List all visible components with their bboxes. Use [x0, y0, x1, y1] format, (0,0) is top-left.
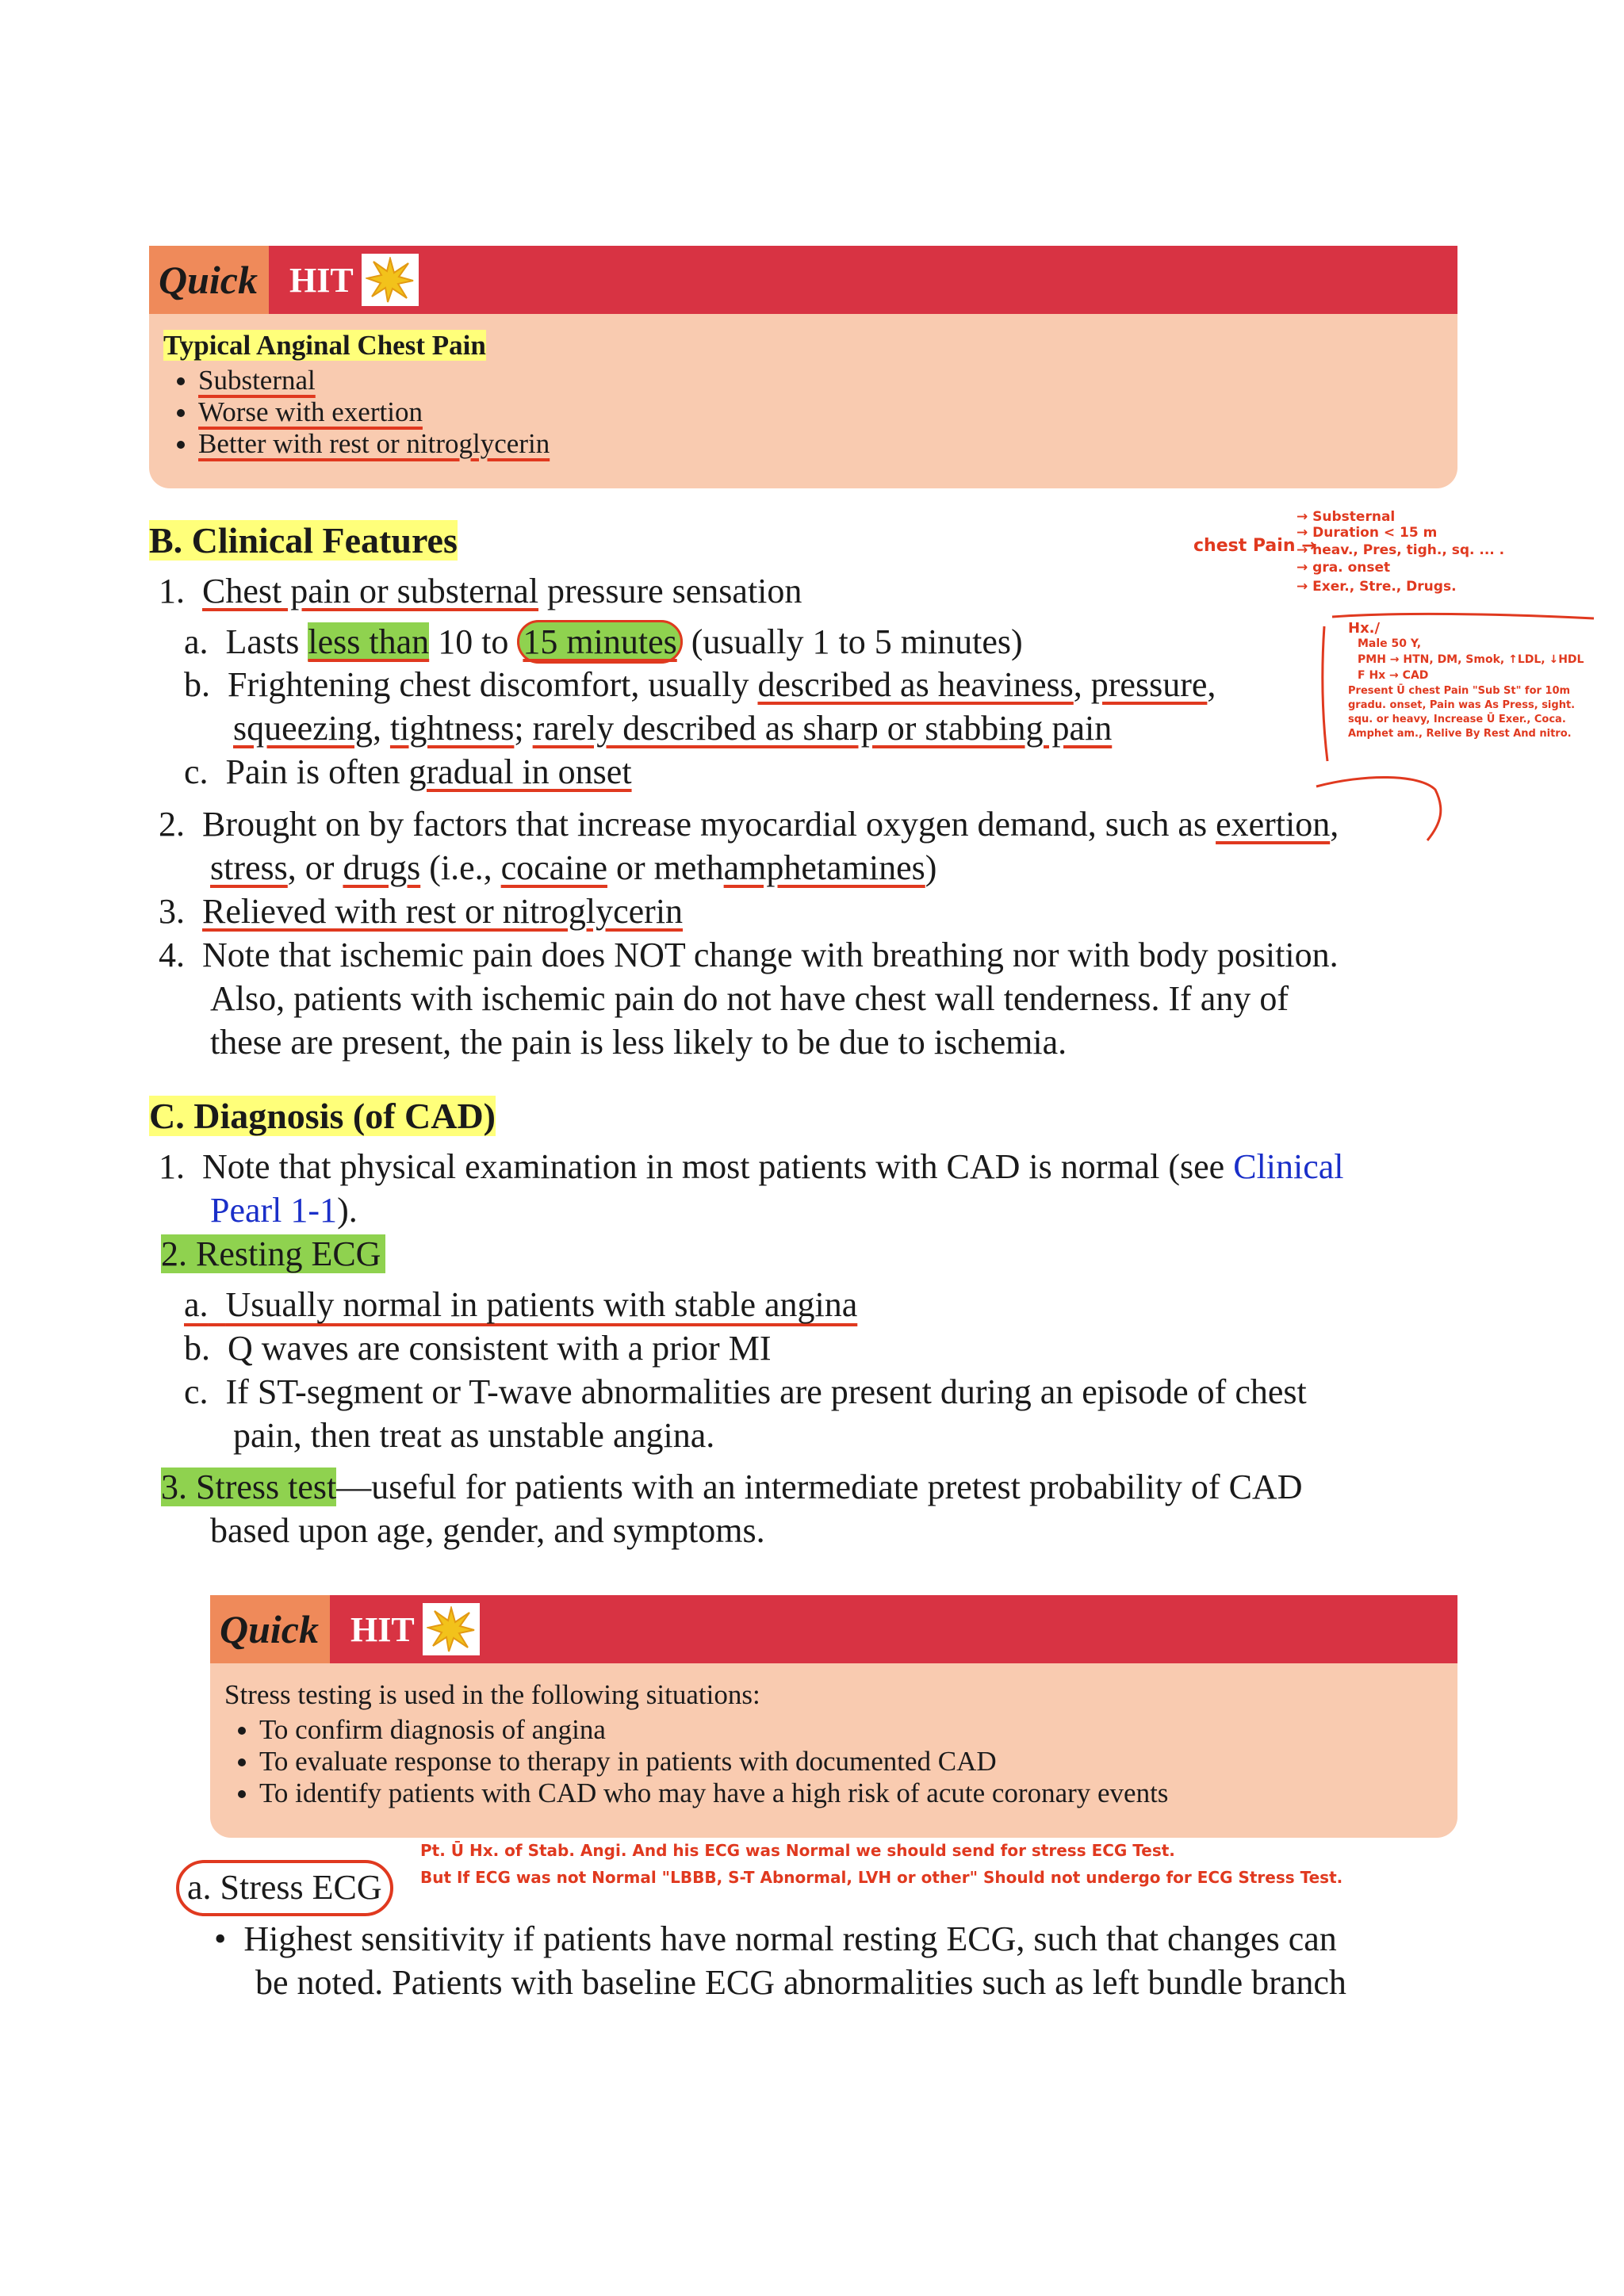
clinical-item-4: 4. Note that ischemic pain does NOT change with breathing nor with body position.: [159, 936, 1339, 974]
clinical-item-4-cont2: these are present, the pain is less likely to be due to ischemia.: [210, 1023, 1067, 1062]
starburst-icon: [423, 1603, 480, 1655]
diagnosis-item-2c-cont: pain, then treat as unstable angina.: [233, 1416, 715, 1455]
bullet-list: [163, 365, 1443, 460]
box-intro: Stress testing is used in the following situations:: [224, 1679, 760, 1710]
box-title: Typical Anginal Chest Pain: [163, 330, 486, 361]
section-b-title: B. Clinical Features: [149, 520, 458, 561]
quick-hit-box-stress-testing: [210, 1595, 1457, 1838]
clinical-item-1: 1. Chest pain or substernal pressure sensation: [159, 572, 802, 610]
handwritten-note-stress-ecg: Pt. Ū Hx. of Stab. Angi. And his ECG was Normal we should send for stress ECG Test. But If ECG was not Normal "LBBB, S-T Abnormal, LVH or other" Should not undergo for ECG Stress Test.: [420, 1841, 1343, 1887]
quick-hit-body: [210, 1663, 1457, 1828]
handwritten-note-history: Hx./ Male 50 Y, PMH → HTN, DM, Smok, ↑LDL, ↓HDL F Hx → CAD Present Ū chest Pain "Sub St" for 10m gradu. onset, Pain was As Press, sight. squ. or heavy, Increase Ū Exer., Coca. Amphet am., Relive By Rest And nitro.: [1348, 620, 1584, 740]
diagnosis-item-2: 2. Resting ECG: [161, 1232, 385, 1276]
diagnosis-item-2a: a. Usually normal in patients with stable angina: [184, 1285, 858, 1324]
hit-label: HIT: [350, 1609, 415, 1649]
quick-hit-header: [149, 246, 1457, 314]
handwritten-note-chest-pain: chest Pain → → Substernal → Duration < 15 m → heav., Pres, tigh., sq. ... . → gra. onset → Exer., Stre., Drugs.: [1193, 509, 1505, 595]
diagnosis-item-3: 3. Stress test—useful for patients with an intermediate pretest probability of CAD: [161, 1468, 1303, 1506]
quick-hit-box-typical-angina: [149, 246, 1457, 488]
starburst-icon: [362, 254, 419, 306]
clinical-item-2: 2. Brought on by factors that increase myocardial oxygen demand, such as exertion,: [159, 805, 1339, 844]
clinical-pearl-link[interactable]: Clinical: [1233, 1147, 1344, 1186]
quick-hit-header: [210, 1595, 1457, 1663]
clinical-item-1b: b. Frightening chest discomfort, usually described as heaviness, pressure,: [184, 665, 1216, 704]
list-item: • To confirm diagnosis of angina: [259, 1714, 1443, 1746]
quick-label: Quick: [149, 246, 269, 314]
diagnosis-item-3-cont: based upon age, gender, and symptoms.: [210, 1511, 765, 1550]
clinical-item-4-cont1: Also, patients with ischemic pain do not have chest wall tenderness. If any of: [210, 979, 1289, 1018]
bullet-list: [224, 1714, 1443, 1809]
list-item: • Worse with exertion: [198, 396, 1443, 428]
stress-ecg-bullet-cont: be noted. Patients with baseline ECG abnormalities such as left bundle branch: [255, 1963, 1346, 2002]
clinical-item-2-cont: stress, or drugs (i.e., cocaine or methamphetamines): [210, 848, 937, 887]
clinical-item-1c: c. Pain is often gradual in onset: [184, 752, 632, 791]
diagnosis-item-1-cont: Pearl 1-1).: [210, 1191, 358, 1230]
stress-ecg-bullet: • Highest sensitivity if patients have normal resting ECG, such that changes can: [214, 1919, 1337, 1958]
diagnosis-item-2b: b. Q waves are consistent with a prior MI: [184, 1329, 772, 1368]
quick-hit-body: [149, 314, 1457, 479]
quick-label: Quick: [210, 1595, 330, 1663]
section-c-title: C. Diagnosis (of CAD): [149, 1096, 496, 1136]
diagnosis-item-2c: c. If ST-segment or T-wave abnormalities are present during an episode of chest: [184, 1372, 1307, 1411]
clinical-item-1a: a. Lasts less than 10 to 15 minutes (usually 1 to 5 minutes): [184, 620, 1023, 664]
list-item: • To evaluate response to therapy in patients with documented CAD: [259, 1746, 1443, 1777]
clinical-pearl-link-cont[interactable]: Pearl 1-1: [210, 1191, 338, 1230]
clinical-item-3: 3. Relieved with rest or nitroglycerin: [159, 892, 684, 931]
clinical-item-1b-cont: squeezing, tightness; rarely described as sharp or stabbing pain: [233, 709, 1113, 748]
list-item: • Substernal: [198, 365, 1443, 396]
list-item: • Better with rest or nitroglycerin: [198, 428, 1443, 460]
diagnosis-item-1: 1. Note that physical examination in most patients with CAD is normal (see Clinical: [159, 1147, 1344, 1186]
stress-ecg-label: a. Stress ECG: [176, 1866, 393, 1909]
list-item: • To identify patients with CAD who may have a high risk of acute coronary events: [259, 1777, 1443, 1809]
hit-label: HIT: [289, 260, 354, 300]
